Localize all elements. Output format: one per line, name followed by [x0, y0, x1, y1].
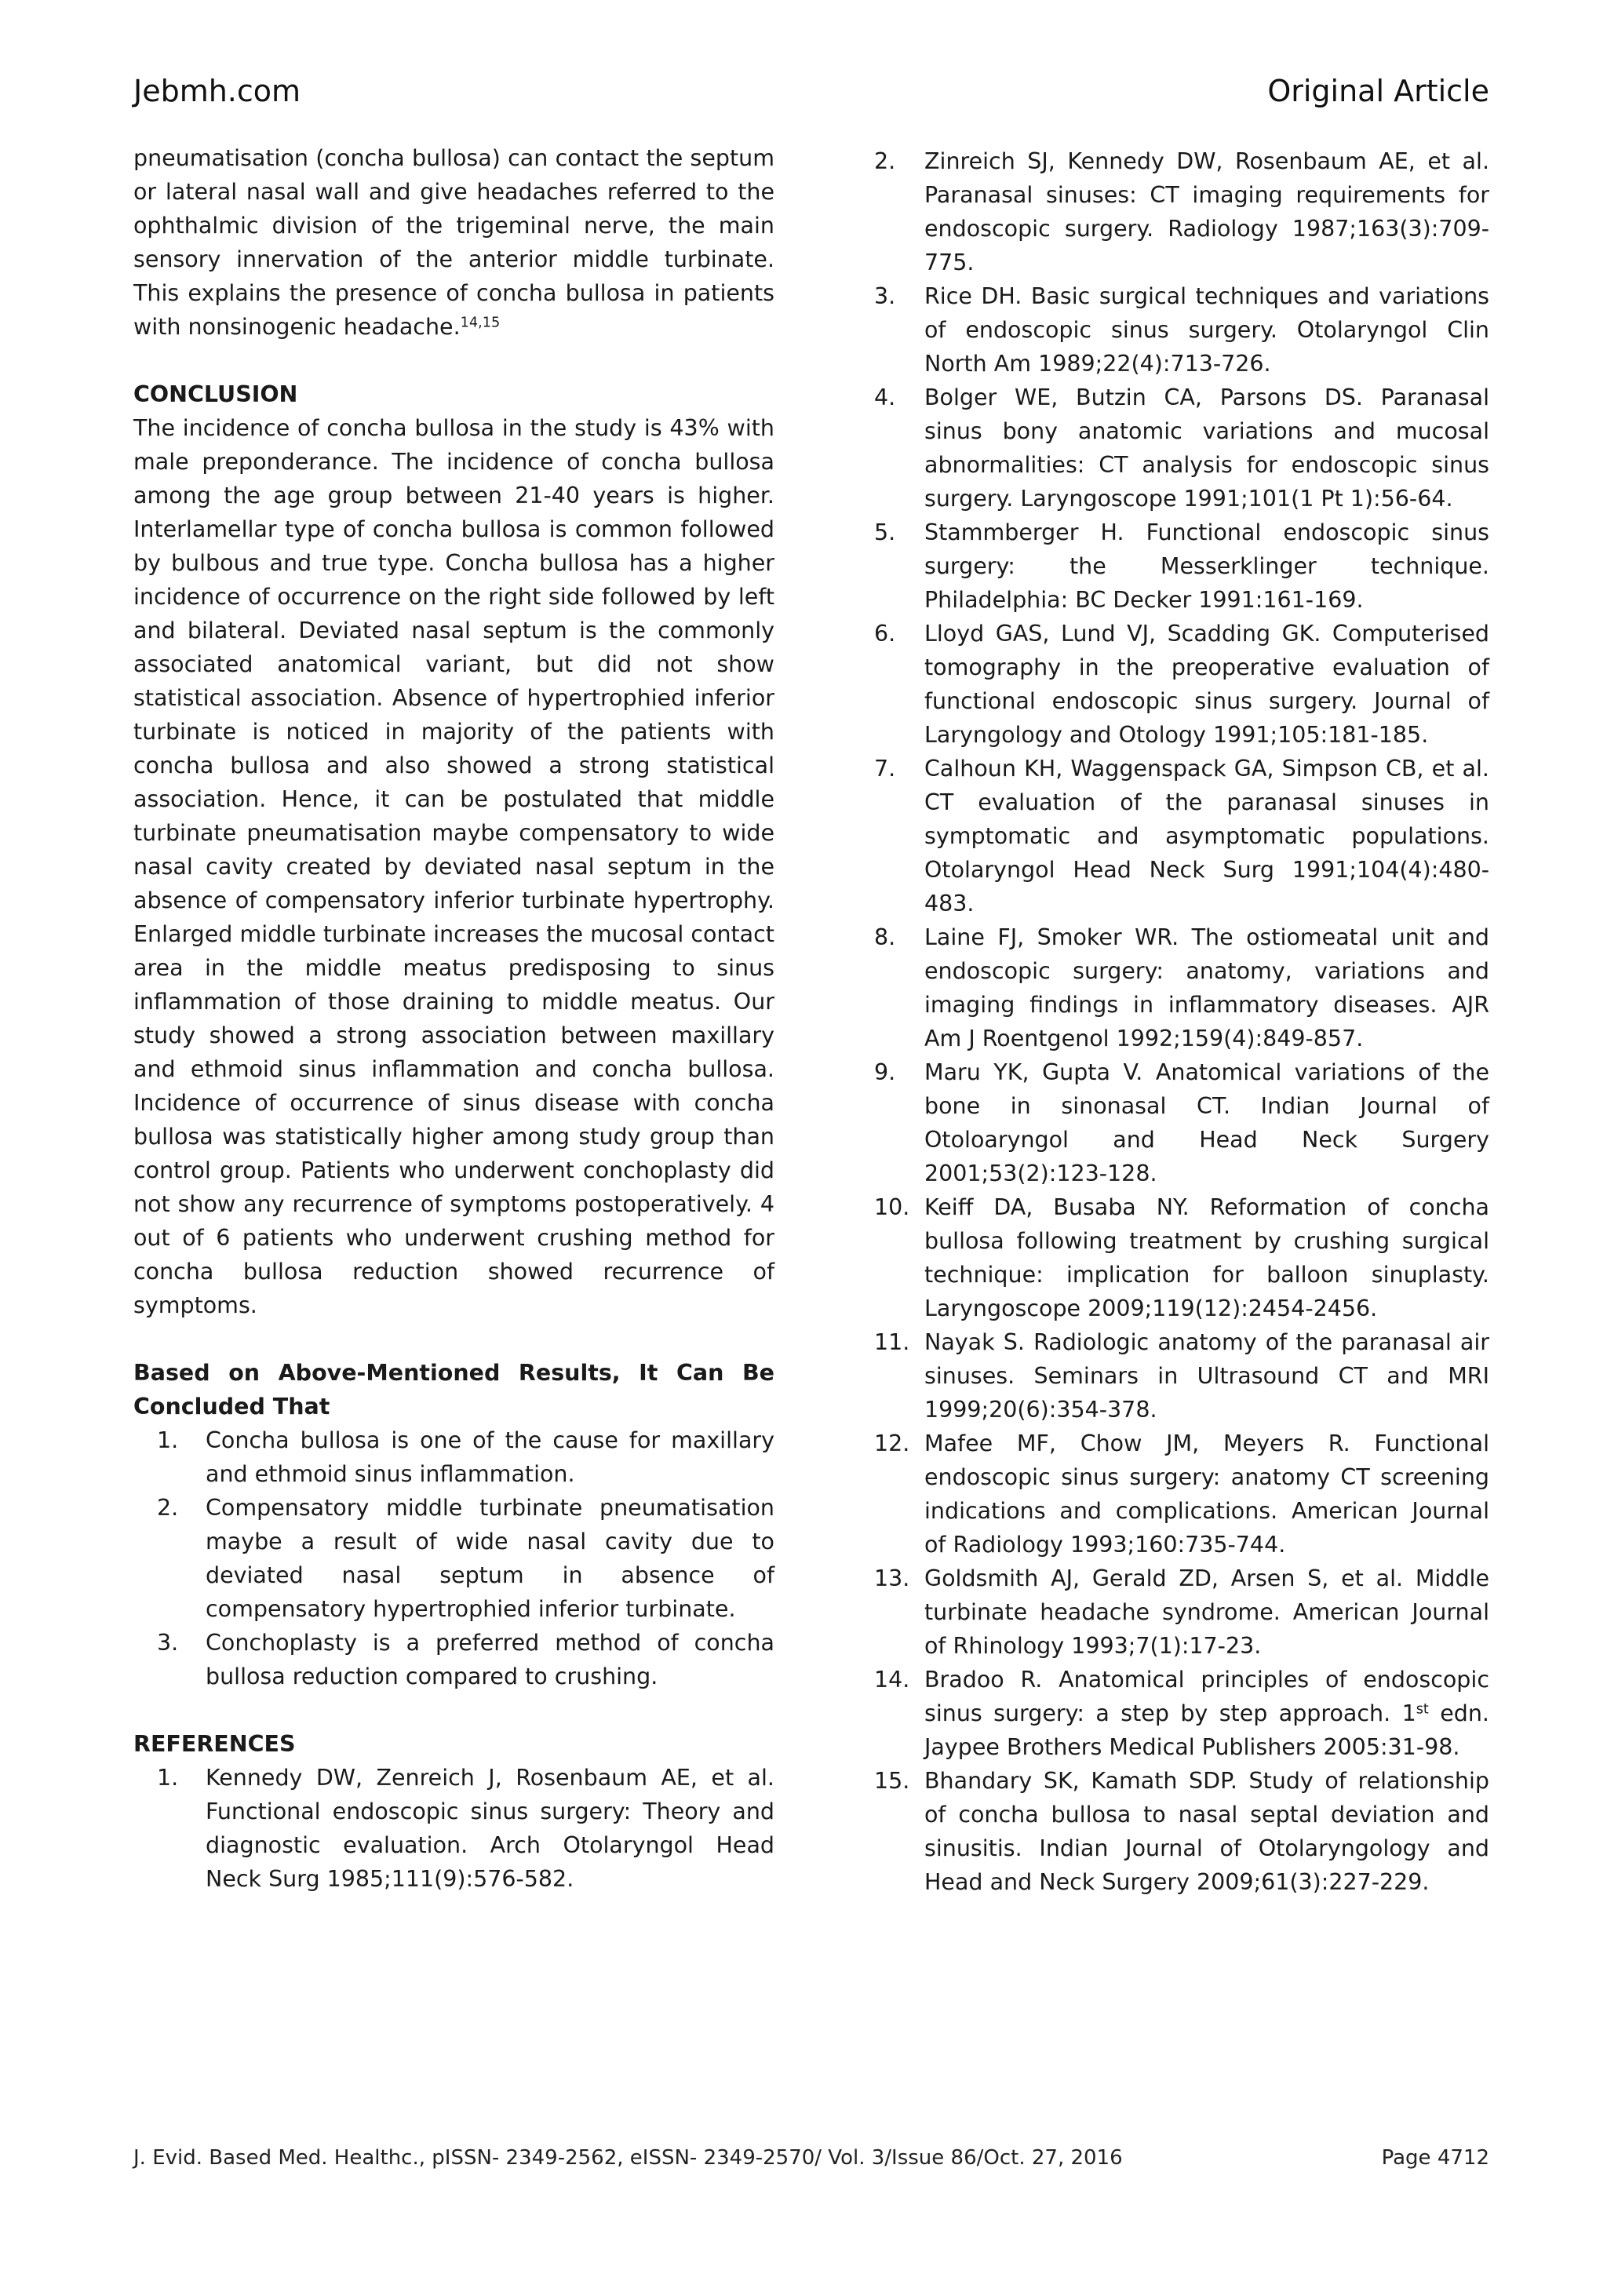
reference-text: Goldsmith AJ, Gerald ZD, Arsen S, et al. Middle turbinate headache syndrome. American Journal of Rhinology 1993;7(1):17-23.: [924, 1565, 1489, 1659]
reference-text: Kennedy DW, Zenreich J, Rosenbaum AE, et al. Functional endoscopic sinus surgery: Theory and diagnostic evaluation. Arch Otolaryngol Head Neck Surg 1985;111(9):576-582.: [206, 1765, 774, 1892]
reference-number: 13.: [874, 1565, 910, 1591]
intro-paragraph: [133, 141, 774, 344]
reference-number: 7.: [874, 756, 896, 782]
conclusion-paragraph: The incidence of concha bullosa in the study is 43% with male preponderance. The incidence of concha bullosa among the age group between 21-40 years is higher. Interlamellar type of concha bullosa is common followed by bulbous and true type. Concha bullosa has a higher incidence of occurrence on the right side followed by left and bilateral. Deviated nasal septum is the commonly associated anatomical variant, but did not show statistical association. Absence of hypertrophied inferior turbinate is noticed in majority of the patients with concha bullosa and also showed a strong statistical association. Hence, it can be postulated that middle turbinate pneumatisation maybe compensatory to wide nasal cavity created by deviated nasal septum in the absence of compensatory inferior turbinate hypertrophy. Enlarged middle turbinate increases the mucosal contact area in the middle meatus predisposing to sinus inflammation of those draining to middle meatus. Our study showed a strong association between maxillary and ethmoid sinus inflammation and concha bullosa. Incidence of occurrence of sinus disease with concha bullosa was statistically higher among study group than control group. Patients who underwent conchoplasty did not show any recurrence of symptoms postoperatively. 4 out of 6 patients who underwent crushing method for concha bullosa reduction showed recurrence of symptoms.: [133, 415, 774, 1318]
reference-text: Stammberger H. Functional endoscopic sinus surgery: the Messerklinger technique. Philadelphia: BC Decker 1991:161-169.: [924, 519, 1489, 613]
reference-number: 15.: [874, 1768, 910, 1794]
reference-item: [874, 381, 1489, 516]
reference-item: [874, 1190, 1489, 1325]
list-item-text: Conchoplasty is a preferred method of concha bullosa reduction compared to crushing.: [206, 1630, 774, 1689]
reference-item: [874, 144, 1489, 279]
conclusion-heading: CONCLUSION: [133, 381, 298, 407]
reference-number: 14.: [874, 1667, 910, 1693]
reference-item: [133, 1761, 774, 1896]
reference-number: 6.: [874, 621, 896, 647]
reference-number: 10.: [874, 1194, 910, 1220]
reference-item: [874, 1427, 1489, 1562]
list-item-number: 3.: [157, 1630, 179, 1656]
reference-text-b: edn. Jaypee Brothers Medical Publishers 2005:31-98.: [924, 1700, 1489, 1760]
reference-number: 5.: [874, 519, 896, 545]
reference-item: [874, 516, 1489, 617]
reference-text: Bhandary SK, Kamath SDP. Study of relationship of concha bullosa to nasal septal deviation and sinusitis. Indian Journal of Otolaryngology and Head and Neck Surgery 2009;61(3):227-229.: [924, 1768, 1489, 1895]
reference-text: Mafee MF, Chow JM, Meyers R. Functional endoscopic sinus surgery: anatomy CT screening indications and complications. American Journal of Radiology 1993;160:735-744.: [924, 1430, 1489, 1558]
list-item: [133, 1423, 774, 1491]
reference-item: [874, 1663, 1489, 1764]
list-item: [133, 1626, 774, 1693]
reference-number: 3.: [874, 283, 896, 309]
list-item-number: 1.: [157, 1427, 179, 1453]
page-number: Page 4712: [1381, 2146, 1489, 2170]
reference-text: Lloyd GAS, Lund VJ, Scadding GK. Computerised tomography in the preoperative evaluation of functional endoscopic sinus surgery. Journal of Laryngology and Otology 1991;105:181-185.: [924, 621, 1489, 748]
article-type: Original Article: [1267, 74, 1489, 108]
reference-item: [874, 617, 1489, 752]
reference-text: Laine FJ, Smoker WR. The ostiomeatal unit and endoscopic surgery: anatomy, variations and imaging findings in inflammatory diseases. AJR Am J Roentgenol 1992;159(4):849-857.: [924, 924, 1489, 1051]
list-item-text: Concha bullosa is one of the cause for maxillary and ethmoid sinus inflammation.: [206, 1427, 774, 1487]
intro-citation: 14,15: [460, 315, 501, 331]
left-column: [133, 141, 774, 1896]
reference-item: [874, 1764, 1489, 1899]
reference-number: 1.: [157, 1765, 179, 1791]
intro-text: pneumatisation (concha bullosa) can contact the septum or lateral nasal wall and give headaches referred to the ophthalmic division of the trigeminal nerve, the main sensory innervation of the anterior middle turbinate. This explains the presence of concha bullosa in patients with nonsinogenic headache.: [133, 145, 774, 340]
reference-number: 12.: [874, 1430, 910, 1456]
reference-text: Zinreich SJ, Kennedy DW, Rosenbaum AE, et al. Paranasal sinuses: CT imaging requirements for endoscopic surgery. Radiology 1987;163(3):709-775.: [924, 148, 1489, 275]
references-list-left: [133, 1761, 774, 1896]
reference-text-a: Bradoo R. Anatomical principles of endoscopic sinus surgery: a step by step approach. 1: [924, 1667, 1489, 1726]
reference-item: [874, 752, 1489, 920]
reference-text: Maru YK, Gupta V. Anatomical variations of the bone in sinonasal CT. Indian Journal of Otoloaryngol and Head Neck Surgery 2001;53(2):123-128.: [924, 1059, 1489, 1186]
list-item-text: Compensatory middle turbinate pneumatisation maybe a result of wide nasal cavity due to deviated nasal septum in absence of compensatory hypertrophied inferior turbinate.: [206, 1495, 774, 1622]
reference-number: 9.: [874, 1059, 896, 1085]
reference-number: 4.: [874, 384, 896, 410]
ordinal-suffix: st: [1416, 1701, 1429, 1718]
reference-number: 8.: [874, 924, 896, 950]
reference-number: 11.: [874, 1329, 910, 1355]
reference-item: [874, 1055, 1489, 1190]
reference-text: Rice DH. Basic surgical techniques and variations of endoscopic sinus surgery. Otolaryngol Clin North Am 1989;22(4):713-726.: [924, 283, 1489, 377]
reference-text: Calhoun KH, Waggenspack GA, Simpson CB, et al. CT evaluation of the paranasal sinuses in symptomatic and asymptomatic populations. Otolaryngol Head Neck Surg 1991;104(4):480-483.: [924, 756, 1489, 917]
references-list-right: [874, 144, 1489, 1899]
reference-item: [874, 1562, 1489, 1663]
reference-item: [874, 920, 1489, 1055]
references-heading: REFERENCES: [133, 1731, 296, 1757]
reference-text: Nayak S. Radiologic anatomy of the paranasal air sinuses. Seminars in Ultrasound CT and MRI 1999;20(6):354-378.: [924, 1329, 1489, 1423]
results-list: [133, 1423, 774, 1693]
reference-item: [874, 1325, 1489, 1427]
reference-text: Bolger WE, Butzin CA, Parsons DS. Paranasal sinus bony anatomic variations and mucosal abnormalities: CT analysis for endoscopic sinus surgery. Laryngoscope 1991;101(1 Pt 1):56-64.: [924, 384, 1489, 512]
reference-item: [874, 279, 1489, 381]
journal-citation: J. Evid. Based Med. Healthc., pISSN- 2349-2562, eISSN- 2349-2570/ Vol. 3/Issue 86/Oct. 27, 2016: [133, 2146, 1123, 2170]
list-item-number: 2.: [157, 1495, 179, 1521]
right-column: [874, 144, 1489, 1899]
results-heading: Based on Above-Mentioned Results, It Can Be Concluded That: [133, 1360, 774, 1420]
site-name: Jebmh.com: [133, 74, 301, 108]
reference-text: Keiff DA, Busaba NY. Reformation of concha bullosa following treatment by crushing surgical technique: implication for balloon sinuplasty. Laryngoscope 2009;119(12):2454-2456.: [924, 1194, 1489, 1321]
reference-number: 2.: [874, 148, 896, 174]
list-item: [133, 1491, 774, 1626]
